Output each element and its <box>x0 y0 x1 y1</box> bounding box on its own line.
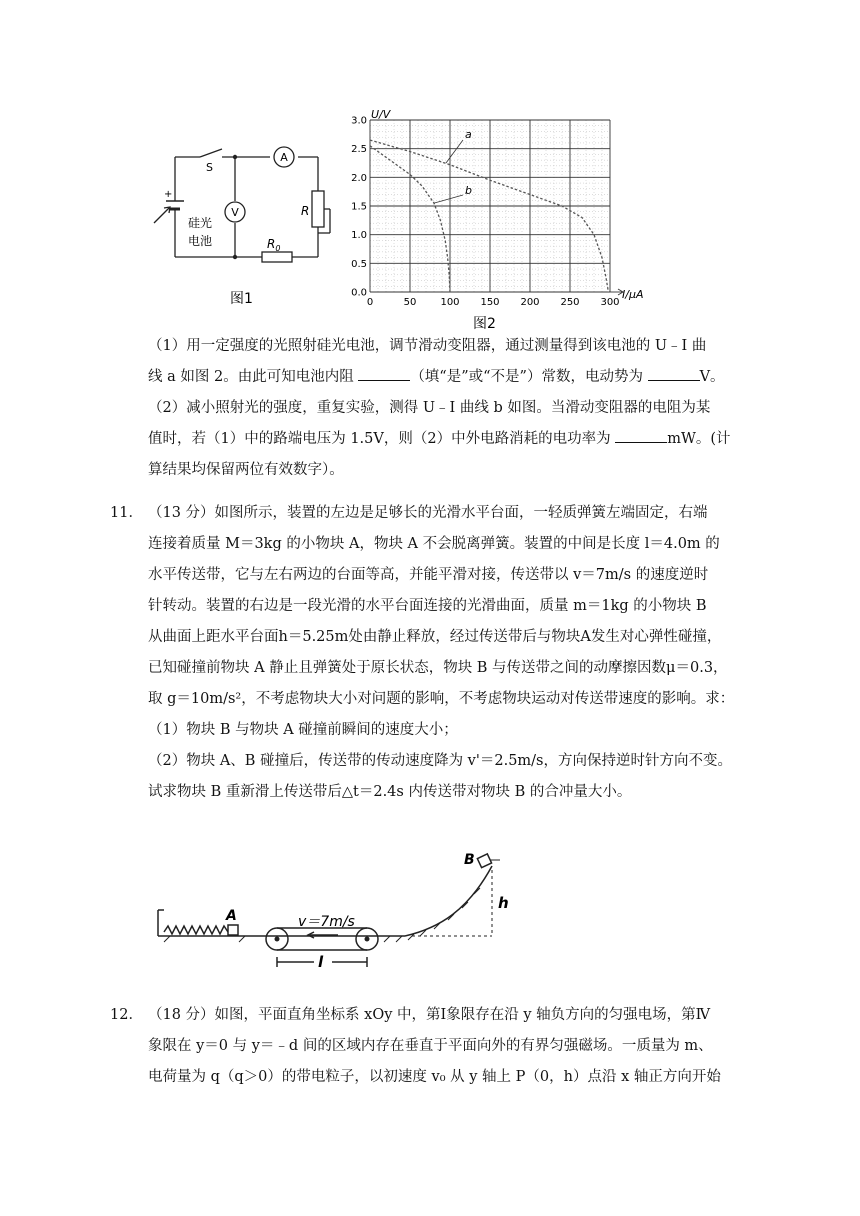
q10-p1-line2c: V。 <box>699 369 725 385</box>
svg-text:A: A <box>226 908 237 924</box>
svg-text:硅光: 硅光 <box>188 216 213 230</box>
q11-line: 针转动。装置的右边是一段光滑的水平台面连接的光滑曲面，质量 m＝1kg 的小物块 B <box>148 598 707 614</box>
y-tick-label: 0.5 <box>351 258 367 270</box>
figure-1-circuit <box>140 135 355 310</box>
y-tick-label: 0.0 <box>351 287 367 299</box>
q12-line: （18 分）如图，平面直角坐标系 xOy 中，第Ⅰ象限存在沿 y 轴负方向的匀强电场，第Ⅳ <box>148 1007 711 1023</box>
q11-line: （13 分）如图所示，装置的左边是足够长的光滑水平台面，一轻质弹簧左端固定，右端 <box>148 505 708 521</box>
curve-a <box>370 140 608 292</box>
y-axis-label: U/V <box>371 108 391 121</box>
q10-p1-line1: （1）用一定强度的光照射硅光电池，调节滑动变阻器，通过测量得到该电池的 U﹣I 曲 <box>148 338 707 354</box>
q12-line: 电荷量为 q（q＞0）的带电粒子，以初速度 v₀ 从 y 轴上 P（0，h）点沿 x 轴正方向开始 <box>148 1069 721 1085</box>
y-tick-label: 2.0 <box>351 172 367 184</box>
q10-p1-line2b: （填“是”或“不是”）常数，电动势为 <box>410 369 643 385</box>
q10-blank-1[interactable] <box>358 366 410 381</box>
q11-number: 11． <box>110 505 143 521</box>
svg-text:S: S <box>206 161 213 174</box>
q10-blank-2[interactable] <box>648 366 700 381</box>
q11-line: （2）物块 A、B 碰撞后，传送带的传动速度降为 v'＝2.5m/s，方向保持逆时针方向不变。 <box>148 753 732 769</box>
q11-line: 连接着质量 M＝3kg 的小物块 A，物块 A 不会脱离弹簧。装置的中间是长度 l＝4.0m 的 <box>148 536 720 552</box>
q11-line: 水平传送带，它与左右两边的台面等高，并能平滑对接，传送带以 v＝7m/s 的速度逆时 <box>148 567 709 583</box>
svg-text:R0: $R_0$ <box>267 237 281 253</box>
q10-p2-line2a: 值时，若（1）中的路端电压为 1.5V，则（2）中外电路消耗的电功率为 <box>148 431 611 447</box>
curve-b-leader <box>434 195 463 203</box>
rheostat-body <box>312 191 324 227</box>
q11-line: 从曲面上距水平台面h＝5.25m处由静止释放，经过传送带后与物块A发生对心弹性碰撞， <box>148 629 722 645</box>
curve-a-leader <box>446 140 463 163</box>
svg-text:R: R <box>301 204 310 218</box>
curve-a-label: a <box>465 128 472 141</box>
y-tick-label: 1.5 <box>351 201 367 213</box>
figure-3-conveyor <box>150 848 510 978</box>
resistor-r0 <box>262 252 292 262</box>
y-tick-label: 1.0 <box>351 230 367 242</box>
svg-text:h: h <box>498 894 509 912</box>
q11-line: 已知碰撞前物块 A 静止且弹簧处于原长状态，物块 B 与传送带之间的动摩擦因数μ＝0.3， <box>148 660 728 676</box>
figure-2-ui-chart <box>345 102 665 334</box>
svg-text:l: l <box>318 953 324 971</box>
q11-line: （1）物块 B 与物块 A 碰撞前瞬间的速度大小； <box>148 722 458 738</box>
svg-text:电池: 电池 <box>188 234 213 248</box>
x-tick-label: 0 <box>366 297 374 308</box>
svg-text:+: + <box>164 189 173 200</box>
x-tick-label: 100 <box>440 297 460 308</box>
q10-blank-3[interactable] <box>615 428 667 443</box>
svg-text:v＝7m/s: v＝7m/s <box>298 914 355 930</box>
q12-line: 象限在 y＝0 与 y＝﹣d 间的区域内存在垂直于平面向外的有界匀强磁场。一质量为 m、 <box>148 1038 713 1054</box>
q11-line: 取 g＝10m/s²，不考虑物块大小对问题的影响，不考虑物块运动对传送带速度的影响。求： <box>148 691 735 707</box>
block-b <box>477 854 491 868</box>
figure-2-caption: 图2 <box>473 316 496 332</box>
x-tick-label: 50 <box>403 297 417 308</box>
q10-p1-line2a: 线 a 如图 2。由此可知电池内阻 <box>148 369 354 385</box>
q10-part1 <box>148 331 748 362</box>
y-tick-label: 3.0 <box>351 115 367 127</box>
q12-number: 12． <box>110 1007 143 1023</box>
figure-1-caption: 图1 <box>230 291 253 307</box>
svg-text:V: V <box>231 206 239 219</box>
svg-text:B: B <box>464 852 475 868</box>
q11-body <box>148 498 748 808</box>
q10-p2-line2b: mW。(计 <box>667 431 731 447</box>
x-tick-label: 150 <box>480 297 500 308</box>
q10-part2 <box>148 393 748 486</box>
curve-b-label: b <box>465 184 472 197</box>
x-tick-label: 250 <box>560 297 580 308</box>
svg-text:A: A <box>280 151 288 164</box>
x-tick-label: 300 <box>600 297 620 308</box>
x-tick-label: 200 <box>520 297 540 308</box>
q10-part1-cont <box>148 362 748 393</box>
q10-p2-line1: （2）减小照射光的强度，重复实验，测得 U﹣I 曲线 b 如图。当滑动变阻器的电阻为某 <box>148 400 711 416</box>
q12-body <box>148 1000 748 1093</box>
q10-p2-line3: 算结果均保留两位有效数字）。 <box>148 462 344 478</box>
block-a <box>228 925 238 935</box>
q11-line: 试求物块 B 重新滑上传送带后△t＝2.4s 内传送带对物块 B 的合冲量大小。 <box>148 784 632 800</box>
x-axis-label: I/μA <box>622 288 644 301</box>
y-tick-label: 2.5 <box>351 144 367 156</box>
